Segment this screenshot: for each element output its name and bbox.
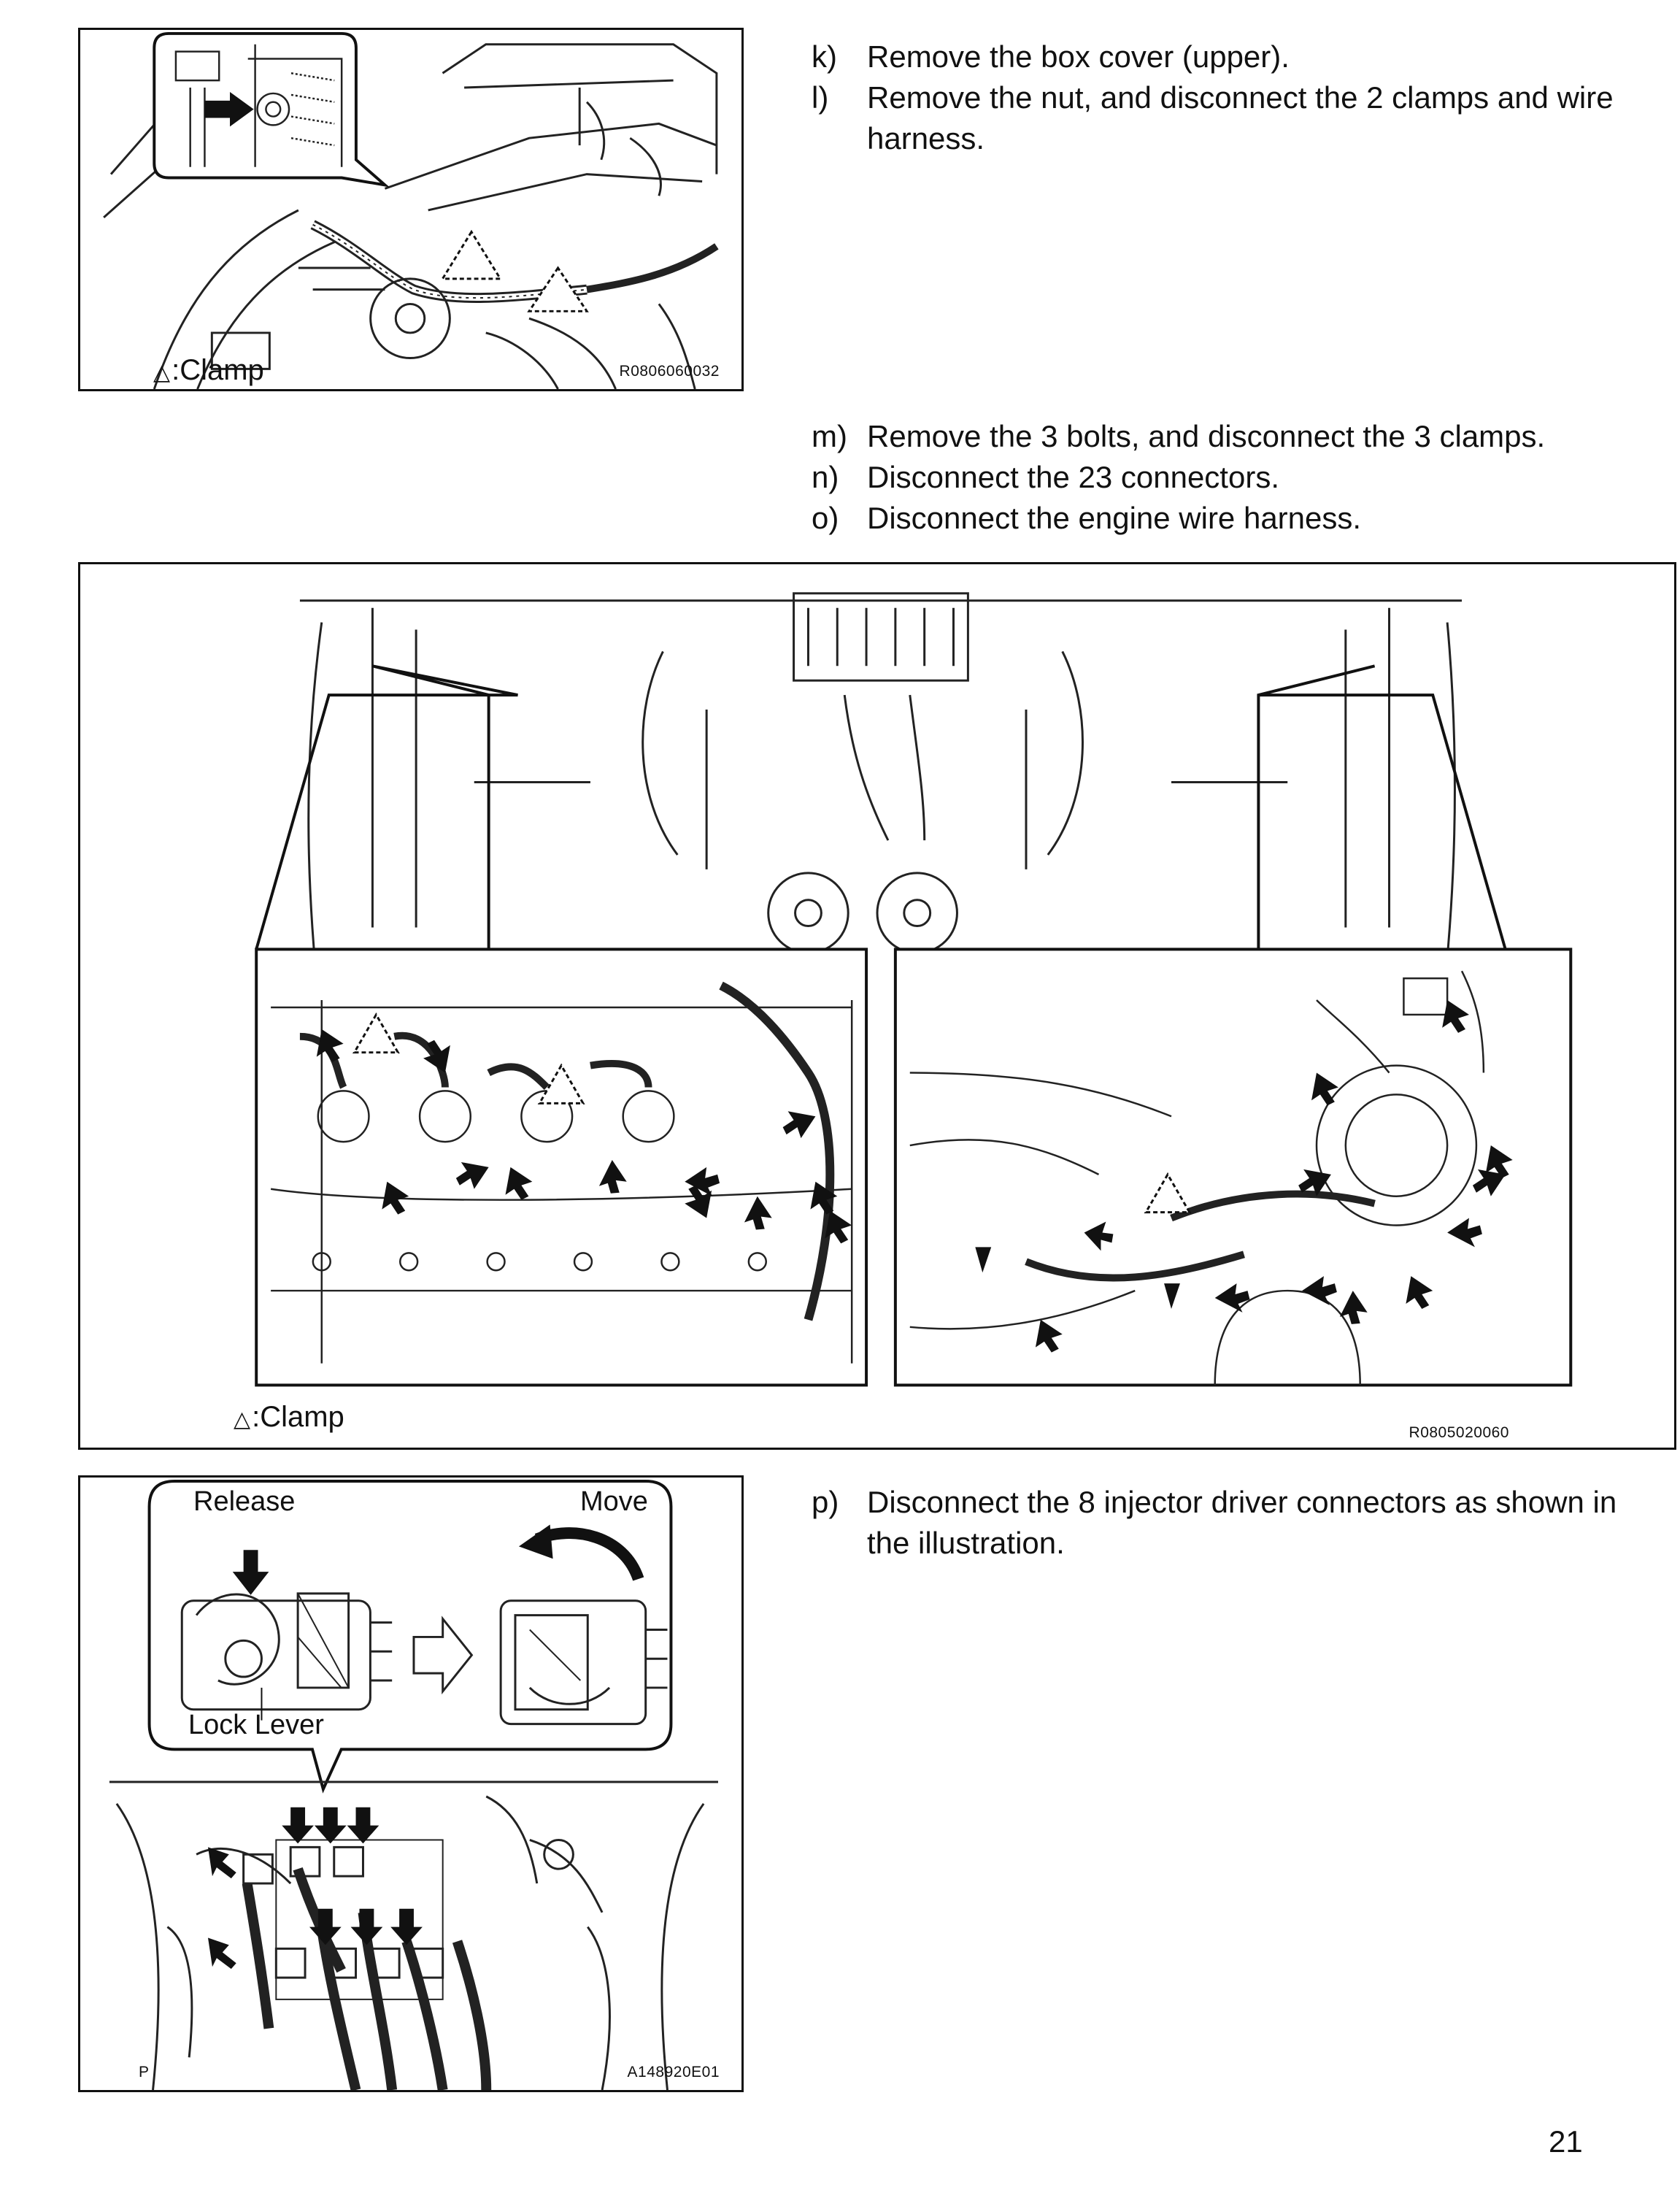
figure-code: R0805020060: [1409, 1424, 1509, 1441]
engine-bay-illustration-1: [80, 30, 741, 389]
step-text: Disconnect the 8 injector driver connectors as shown in the illustration.: [867, 1485, 1617, 1560]
engine-top-illustration: [80, 564, 1674, 1448]
steps-group-3: [812, 1482, 1629, 1564]
clamp-legend: △:Clamp: [153, 354, 264, 386]
figure-box-cover-clamps: [78, 28, 744, 391]
step-label: k): [812, 39, 837, 74]
step-text: Disconnect the 23 connectors.: [867, 460, 1279, 494]
step-k: [812, 36, 1629, 77]
step-m: [812, 416, 1629, 457]
move-label: Move: [580, 1486, 648, 1517]
figure-injector-connectors: [78, 1475, 744, 2092]
step-text: Remove the nut, and disconnect the 2 clamps and wire harness.: [867, 80, 1614, 155]
step-l: [812, 77, 1629, 159]
step-label: l): [812, 80, 829, 115]
steps-group-1: [812, 36, 1629, 159]
step-p: [812, 1482, 1629, 1564]
clamp-legend: △:Clamp: [234, 1401, 344, 1433]
figure-code: R0806060032: [619, 363, 720, 380]
step-label: p): [812, 1485, 839, 1519]
clamp-triangle-icon: △: [234, 1407, 251, 1432]
lock-lever-label: Lock Lever: [188, 1710, 324, 1740]
step-label: n): [812, 460, 839, 494]
step-text: Disconnect the engine wire harness.: [867, 501, 1362, 535]
step-o: [812, 498, 1629, 539]
step-label: m): [812, 419, 847, 453]
figure-corner-letter: P: [139, 2064, 150, 2080]
figure-engine-connectors: [78, 562, 1676, 1450]
page-number: 21: [1549, 2124, 1583, 2159]
release-label: Release: [193, 1486, 296, 1517]
figure-code: A148920E01: [627, 2064, 720, 2080]
steps-group-2: [812, 416, 1629, 539]
step-text: Remove the box cover (upper).: [867, 39, 1290, 74]
step-label: o): [812, 501, 839, 535]
step-n: [812, 457, 1629, 498]
injector-connector-illustration: [80, 1478, 741, 2090]
step-text: Remove the 3 bolts, and disconnect the 3 clamps.: [867, 419, 1546, 453]
clamp-triangle-icon: △: [153, 361, 171, 385]
